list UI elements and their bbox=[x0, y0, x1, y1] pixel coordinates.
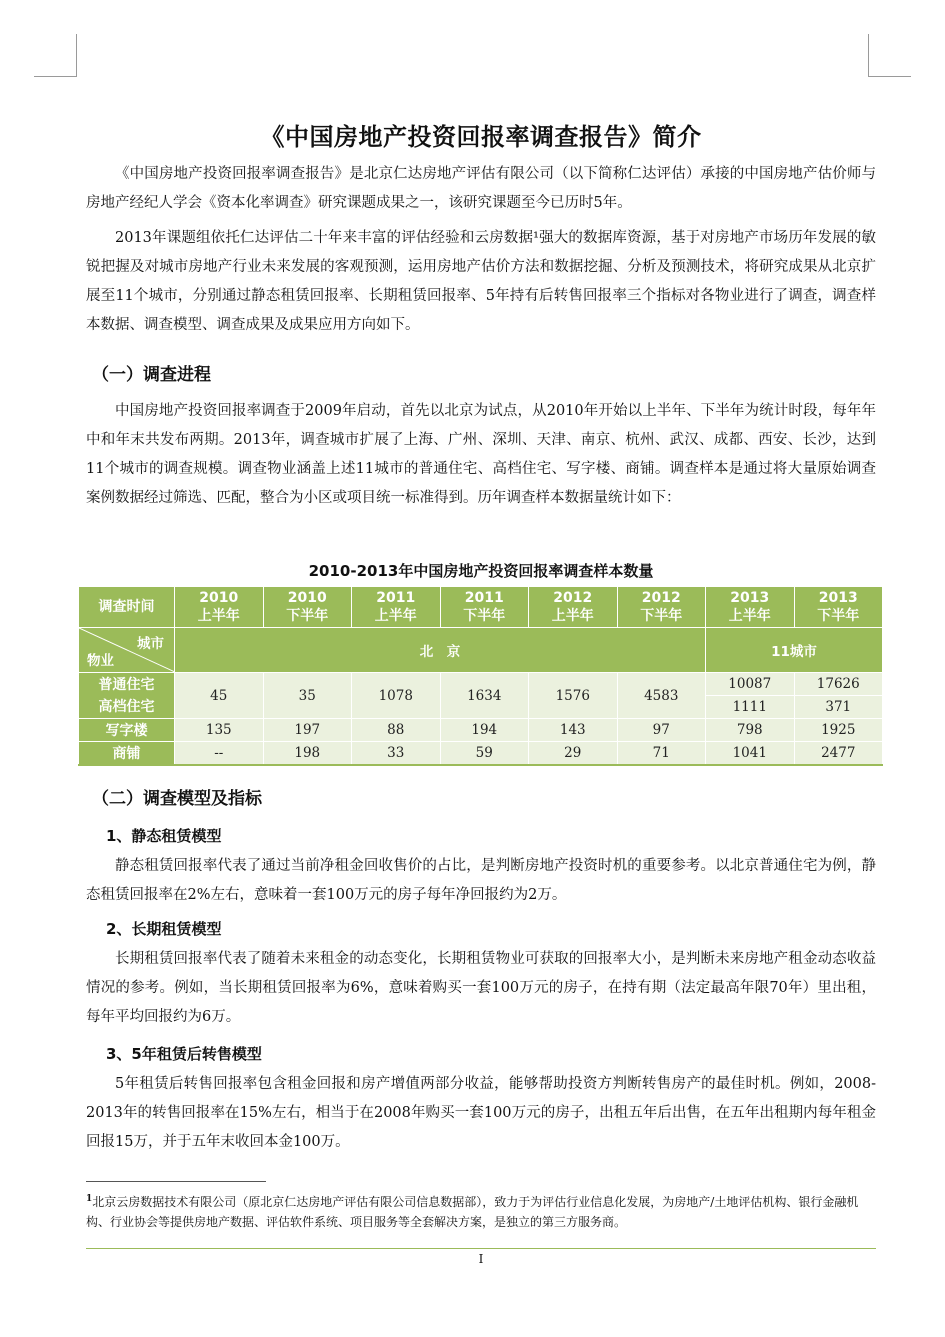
table-cell: 35 bbox=[263, 673, 352, 719]
table-cell: 33 bbox=[352, 742, 441, 766]
footnote-text: 北京云房数据技术有限公司（原北京仁达房地产评估有限公司信息数据部），致力于为评估行业信息化发展，为房地产/土地评估机构、银行金融机构、行业协会等提供房地产数据、评估软件系统、项目服务等全套解决方案，是独立的第三方服务商。 bbox=[86, 1195, 859, 1229]
table-cell: 88 bbox=[352, 719, 441, 742]
sample-count-table bbox=[78, 586, 883, 766]
diagonal-header-cell bbox=[79, 628, 175, 673]
row-label-office: 写字楼 bbox=[79, 719, 175, 742]
table-cell: 143 bbox=[529, 719, 618, 742]
table-cell: -- bbox=[175, 742, 264, 766]
header-period: 2011 下半年 bbox=[440, 587, 529, 628]
long-term-lease-body: 长期租赁回报率代表了随着未来租金的动态变化，长期租赁物业可获取的回报率大小，是判断未来房地产租金动态收益情况的参考。例如，当长期租赁回报率为6%，意味着购买一套100万元的房子，在持有期（法定最高年限70年）里出租，每年平均回报约为6万。 bbox=[86, 951, 876, 1025]
page-bottom-rule bbox=[86, 1248, 876, 1249]
crop-mark-top-left bbox=[34, 34, 77, 77]
table-cell: 798 bbox=[706, 719, 795, 742]
table-cell: 1041 bbox=[706, 742, 795, 766]
intro-paragraph-2: 2013年课题组依托仁达评估二十年来丰富的评估经验和云房数据¹强大的数据库资源，基于对房地产市场历年发展的敏锐把握及对城市房地产行业未来发展的客观预测，运用房地产估价方法和数据挖掘、分析及预测技术，将研究成果从北京扩展至11个城市，分别通过静态租赁回报率、长期租赁回报率、5年持有后转售回报率三个指标对各物业进行了调查，调查样本数据、调查模型、调查成果及成果应用方向如下。 bbox=[86, 230, 876, 333]
table-cell: 194 bbox=[440, 719, 529, 742]
row-label-shop: 商铺 bbox=[79, 742, 175, 766]
table-row-office bbox=[79, 719, 883, 742]
table-cell: 17626 bbox=[794, 673, 883, 696]
header-period: 2013 下半年 bbox=[794, 587, 883, 628]
document-title: 《中国房地产投资回报率调查报告》简介 bbox=[260, 123, 702, 151]
table-cell: 1078 bbox=[352, 673, 441, 719]
table-caption: 2010-2013年中国房地产投资回报率调查样本数量 bbox=[308, 562, 654, 580]
header-corner-label: 调查时间 bbox=[79, 587, 175, 628]
table-cell: 97 bbox=[617, 719, 706, 742]
footnote-mark: 1 bbox=[86, 1194, 93, 1204]
footnote-divider bbox=[86, 1181, 266, 1182]
table-city-row bbox=[79, 628, 883, 673]
page-number: I bbox=[478, 1252, 484, 1266]
table-cell: 10087 bbox=[706, 673, 795, 696]
intro-paragraph-1: 《中国房地产投资回报率调查报告》是北京仁达房地产评估有限公司（以下简称仁达评估）承接的中国房地产估价师与房地产经纪人学会《资本化率调查》研究课题成果之一，该研究课题至今已历时5年。 bbox=[86, 166, 876, 211]
table-cell: 59 bbox=[440, 742, 529, 766]
table-header-row bbox=[79, 587, 883, 628]
section-progress-body: 中国房地产投资回报率调查于2009年启动，首先以北京为试点，从2010年开始以上半年、下半年为统计时段，每年年中和年末共发布两期。2013年，调查城市扩展了上海、广州、深圳、天津、南京、杭州、武汉、成都、西安、长沙，达到11个城市的调查规模。调查物业涵盖上述11城市的普通住宅、高档住宅、写字楼、商铺。调查样本是通过将大量原始调查案例数据经过筛选、匹配，整合为小区或项目统一标准得到。历年调查样本数据量统计如下： bbox=[86, 403, 876, 506]
table-cell: 197 bbox=[263, 719, 352, 742]
city-beijing: 北 京 bbox=[175, 628, 706, 673]
table-cell: 29 bbox=[529, 742, 618, 766]
header-period: 2011 上半年 bbox=[352, 587, 441, 628]
table-cell: 1634 bbox=[440, 673, 529, 719]
crop-mark-top-right bbox=[868, 34, 911, 77]
section-heading-models: （二）调查模型及指标 bbox=[92, 789, 262, 809]
table-cell: 371 bbox=[794, 696, 883, 719]
city-eleven: 11城市 bbox=[706, 628, 883, 673]
table-cell: 71 bbox=[617, 742, 706, 766]
resale-body: 5年租赁后转售回报率包含租金回报和房产增值两部分收益，能够帮助投资方判断转售房产的最佳时机。例如，2008-2013年的转售回报率在15%左右，相当于在2008年购买一套100万元的房子，出租五年后出售，在五年出租期内每年租金回报15万，并于五年末收回本金100万。 bbox=[86, 1076, 876, 1150]
table-cell: 135 bbox=[175, 719, 264, 742]
header-period: 2010 下半年 bbox=[263, 587, 352, 628]
header-period: 2010 上半年 bbox=[175, 587, 264, 628]
table-cell: 1576 bbox=[529, 673, 618, 719]
subheading-static-lease: 1、静态租赁模型 bbox=[106, 827, 222, 845]
table-row-shop bbox=[79, 742, 883, 766]
subheading-resale: 3、5年租赁后转售模型 bbox=[106, 1045, 262, 1063]
static-lease-body: 静态租赁回报率代表了通过当前净租金回收售价的占比，是判断房地产投资时机的重要参考。以北京普通住宅为例，静态租赁回报率在2%左右，意味着一套100万元的房子每年净回报约为2万。 bbox=[86, 858, 876, 903]
header-period: 2013 上半年 bbox=[706, 587, 795, 628]
table-cell: 2477 bbox=[794, 742, 883, 766]
row-label-residential: 普通住宅 高档住宅 bbox=[79, 673, 175, 719]
diag-city-label: 城市 bbox=[137, 636, 164, 652]
header-period: 2012 上半年 bbox=[529, 587, 618, 628]
diag-property-label: 物业 bbox=[87, 653, 114, 669]
table-cell: 1111 bbox=[706, 696, 795, 719]
header-period: 2012 下半年 bbox=[617, 587, 706, 628]
table-cell: 1925 bbox=[794, 719, 883, 742]
table-cell: 4583 bbox=[617, 673, 706, 719]
section-heading-progress: （一）调查进程 bbox=[92, 365, 211, 385]
table-row-residential bbox=[79, 673, 883, 696]
footnote bbox=[86, 1189, 876, 1232]
table-cell: 198 bbox=[263, 742, 352, 766]
table-cell: 45 bbox=[175, 673, 264, 719]
subheading-long-term-lease: 2、长期租赁模型 bbox=[106, 920, 222, 938]
